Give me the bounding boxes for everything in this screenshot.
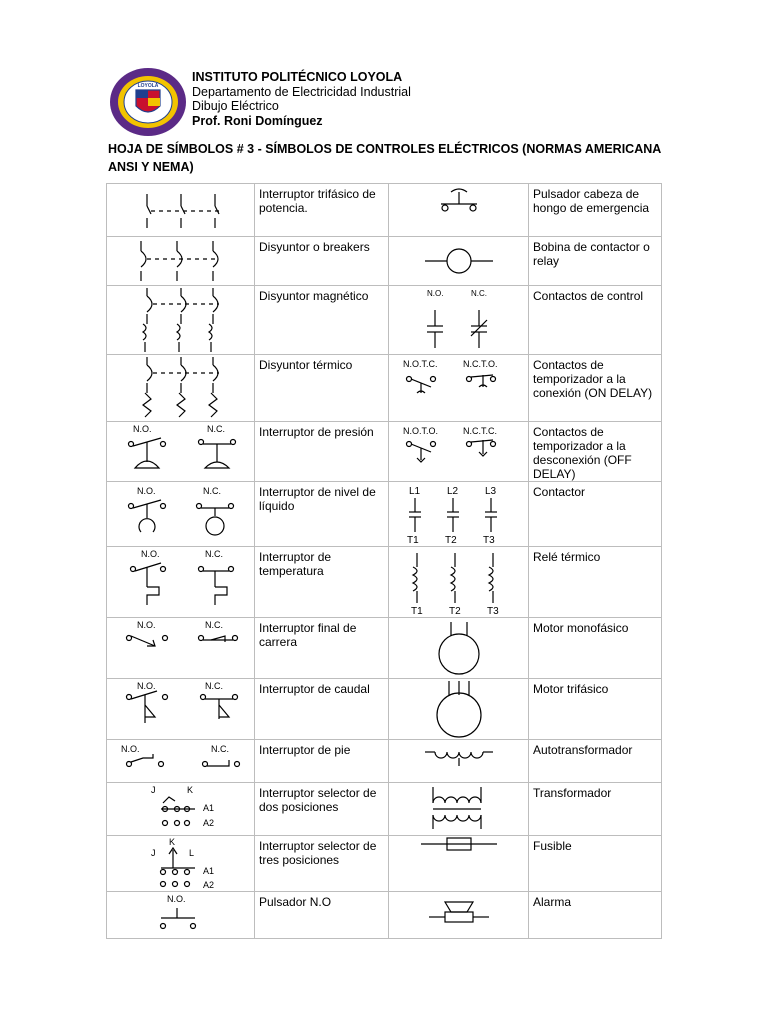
table-row — [107, 286, 662, 355]
table-row — [107, 422, 662, 482]
symbol-single-phase-motor — [389, 618, 529, 679]
nctc-label: N.C.T.C. — [463, 426, 498, 436]
nc-label: N.C. — [205, 620, 223, 630]
label-foot-switch: Interruptor de pie — [255, 740, 389, 783]
t2-label: T2 — [449, 606, 461, 617]
table-row — [107, 892, 662, 939]
notc-label: N.O.T.C. — [403, 359, 438, 369]
no-label: N.O. — [121, 744, 140, 754]
l1-label: L1 — [409, 486, 421, 497]
nc-label: N.C. — [205, 549, 223, 559]
label-alarm: Alarma — [529, 892, 662, 939]
label-off-delay-contacts: Contactos de temporizador a la desconexión (OFF DELAY) — [529, 422, 662, 482]
label-two-position-selector: Interruptor selector de dos posiciones — [255, 783, 389, 836]
label-fuse: Fusible — [529, 836, 662, 892]
symbol-transformer — [389, 783, 529, 836]
document-header — [108, 66, 668, 130]
label-magnetic-breaker: Disyuntor magnético — [255, 286, 389, 355]
label-single-phase-motor: Motor monofásico — [529, 618, 662, 679]
label-three-position-selector: Interruptor selector de tres posiciones — [255, 836, 389, 892]
symbol-flow-switch — [107, 679, 255, 740]
noto-label: N.O.T.O. — [403, 426, 439, 436]
institute-name: INSTITUTO POLITÉCNICO LOYOLA — [192, 70, 403, 84]
label-on-delay-contacts: Contactos de temporizador a la conexión (ON DELAY) — [529, 355, 662, 422]
symbol-control-contacts — [389, 286, 529, 355]
nc-label: N.C. — [211, 744, 229, 754]
label-breaker: Disyuntor o breakers — [255, 237, 389, 286]
institute-logo — [108, 66, 188, 138]
symbol-three-phase-motor — [389, 679, 529, 740]
symbol-contactor — [389, 482, 529, 547]
label-flow-switch: Interruptor de caudal — [255, 679, 389, 740]
no-label: N.O. — [137, 681, 156, 691]
symbol-thermal-relay — [389, 547, 529, 618]
k-label: K — [187, 785, 194, 795]
label-level-switch: Interruptor de nivel de líquido — [255, 482, 389, 547]
no-label: N.O. — [137, 620, 156, 630]
l-label: L — [189, 848, 195, 858]
symbol-level-switch — [107, 482, 255, 547]
label-thermal-relay: Relé térmico — [529, 547, 662, 618]
label-transformer: Transformador — [529, 783, 662, 836]
label-contactor: Contactor — [529, 482, 662, 547]
symbol-three-position-selector — [107, 836, 255, 892]
label-coil: Bobina de contactor o relay — [529, 237, 662, 286]
symbols-table — [106, 183, 662, 939]
symbol-pressure-switch — [107, 422, 255, 482]
symbol-alarm — [389, 892, 529, 939]
a1-label: A1 — [203, 803, 215, 813]
label-control-contacts: Contactos de control — [529, 286, 662, 355]
header-lines — [192, 70, 411, 128]
symbol-three-phase-switch — [107, 184, 255, 237]
label-pressure-switch: Interruptor de presión — [255, 422, 389, 482]
professor-name: Prof. Roni Domínguez — [192, 113, 323, 128]
nc-label: N.C. — [205, 681, 223, 691]
symbol-pushbutton-no — [107, 892, 255, 939]
symbol-magnetic-breaker — [107, 286, 255, 355]
table-row — [107, 237, 662, 286]
table-row — [107, 740, 662, 783]
symbol-thermal-breaker — [107, 355, 255, 422]
table-row — [107, 547, 662, 618]
table-row — [107, 618, 662, 679]
ncto-label: N.C.T.O. — [463, 359, 498, 369]
label-limit-switch: Interruptor final de carrera — [255, 618, 389, 679]
table-row — [107, 355, 662, 422]
symbol-two-position-selector — [107, 783, 255, 836]
symbol-temperature-switch — [107, 547, 255, 618]
symbol-on-delay-contacts — [389, 355, 529, 422]
symbol-autotransformer — [389, 740, 529, 783]
l3-label: L3 — [485, 486, 497, 497]
symbol-fuse — [389, 836, 529, 892]
t1-label: T1 — [407, 535, 419, 546]
no-label: N.O. — [141, 549, 160, 559]
sheet-title: HOJA DE SÍMBOLOS # 3 - SÍMBOLOS DE CONTROLES ELÉCTRICOS (NORMAS AMERICANA ANSI Y NEMA) — [108, 142, 661, 174]
no-label: N.O. — [133, 424, 152, 434]
t3-label: T3 — [483, 535, 495, 546]
label-temperature-switch: Interruptor de temperatura — [255, 547, 389, 618]
table-row — [107, 679, 662, 740]
a2-label: A2 — [203, 880, 215, 890]
label-mushroom-pushbutton: Pulsador cabeza de hongo de emergencia — [529, 184, 662, 237]
no-label: N.O. — [167, 894, 186, 904]
t1-label: T1 — [411, 606, 423, 617]
logo-text: LOYOLA — [137, 83, 159, 89]
symbol-mushroom-pushbutton — [389, 184, 529, 237]
label-autotransformer: Autotransformador — [529, 740, 662, 783]
t2-label: T2 — [445, 535, 457, 546]
nc-label: N.C. — [203, 486, 221, 496]
nc-label: N.C. — [207, 424, 225, 434]
a1-label: A1 — [203, 866, 215, 876]
l2-label: L2 — [447, 486, 459, 497]
k-label: K — [169, 837, 176, 847]
department-name: Departamento de Electricidad Industrial — [192, 84, 411, 99]
course-name: Dibujo Eléctrico — [192, 99, 279, 113]
no-label: N.O. — [137, 486, 156, 496]
a2-label: A2 — [203, 818, 215, 828]
label-pushbutton-no: Pulsador N.O — [255, 892, 389, 939]
symbol-breaker — [107, 237, 255, 286]
j-label: J — [151, 785, 156, 795]
symbol-limit-switch — [107, 618, 255, 679]
symbol-coil — [389, 237, 529, 286]
symbol-off-delay-contacts — [389, 422, 529, 482]
label-three-phase-switch: Interruptor trifásico de potencia. — [255, 184, 389, 237]
nc-label: N.C. — [471, 289, 487, 298]
table-row — [107, 184, 662, 237]
symbol-foot-switch — [107, 740, 255, 783]
j-label: J — [151, 848, 156, 858]
no-label: N.O. — [427, 289, 444, 298]
label-thermal-breaker: Disyuntor térmico — [255, 355, 389, 422]
label-three-phase-motor: Motor trifásico — [529, 679, 662, 740]
table-row — [107, 783, 662, 836]
t3-label: T3 — [487, 606, 499, 617]
table-row — [107, 482, 662, 547]
table-row — [107, 836, 662, 892]
